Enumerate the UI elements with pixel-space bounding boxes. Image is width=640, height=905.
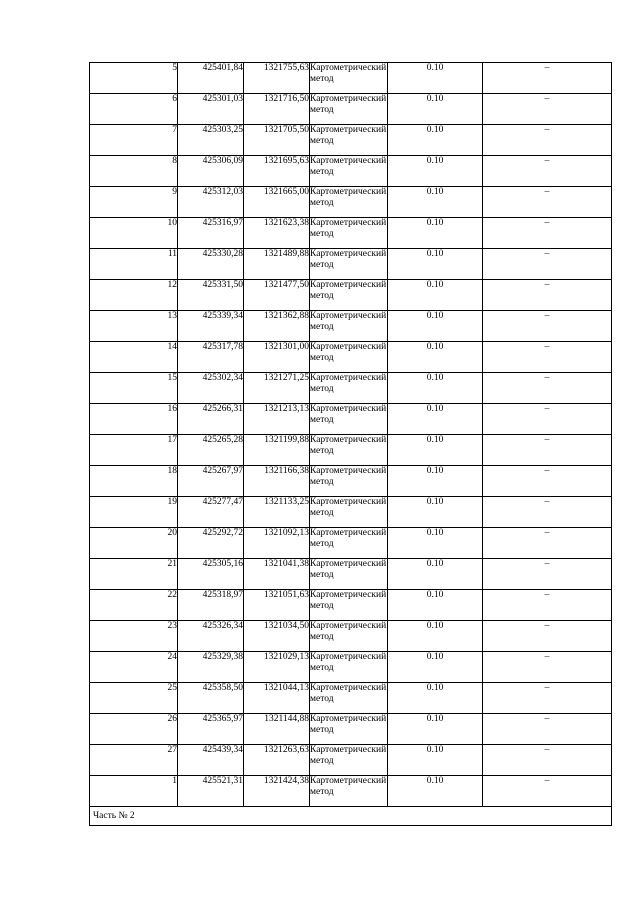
description-cell: – <box>483 342 612 373</box>
method-cell: Картометрический метод <box>310 125 388 156</box>
y-coordinate: 1321263,63 <box>244 745 310 776</box>
point-number: 12 <box>90 280 178 311</box>
description-cell: – <box>483 435 612 466</box>
table-row <box>90 373 612 404</box>
table-row <box>90 404 612 435</box>
method-cell: Картометрический метод <box>310 559 388 590</box>
section-label: Часть № 2 <box>90 807 612 826</box>
description-cell: – <box>483 125 612 156</box>
y-coordinate: 1321044,13 <box>244 683 310 714</box>
description-cell: – <box>483 621 612 652</box>
accuracy-cell: 0.10 <box>388 311 483 342</box>
description-cell: – <box>483 683 612 714</box>
accuracy-cell: 0.10 <box>388 156 483 187</box>
method-cell: Картометрический метод <box>310 404 388 435</box>
description-cell: – <box>483 63 612 94</box>
table-row <box>90 776 612 807</box>
x-coordinate: 425339,34 <box>178 311 244 342</box>
point-number: 19 <box>90 497 178 528</box>
accuracy-cell: 0.10 <box>388 745 483 776</box>
accuracy-cell: 0.10 <box>388 435 483 466</box>
y-coordinate: 1321705,50 <box>244 125 310 156</box>
x-coordinate: 425401,84 <box>178 63 244 94</box>
point-number: 14 <box>90 342 178 373</box>
accuracy-cell: 0.10 <box>388 342 483 373</box>
description-cell: – <box>483 404 612 435</box>
point-number: 20 <box>90 528 178 559</box>
point-number: 7 <box>90 125 178 156</box>
description-cell: – <box>483 218 612 249</box>
y-coordinate: 1321034,50 <box>244 621 310 652</box>
y-coordinate: 1321477,50 <box>244 280 310 311</box>
method-cell: Картометрический метод <box>310 652 388 683</box>
method-cell: Картометрический метод <box>310 156 388 187</box>
x-coordinate: 425306,09 <box>178 156 244 187</box>
accuracy-cell: 0.10 <box>388 652 483 683</box>
y-coordinate: 1321041,38 <box>244 559 310 590</box>
y-coordinate: 1321755,63 <box>244 63 310 94</box>
method-cell: Картометрический метод <box>310 342 388 373</box>
y-coordinate: 1321199,88 <box>244 435 310 466</box>
method-cell: Картометрический метод <box>310 249 388 280</box>
x-coordinate: 425292,72 <box>178 528 244 559</box>
coordinates-table-body <box>90 63 612 807</box>
accuracy-cell: 0.10 <box>388 125 483 156</box>
method-cell: Картометрический метод <box>310 94 388 125</box>
method-cell: Картометрический метод <box>310 373 388 404</box>
x-coordinate: 425365,97 <box>178 714 244 745</box>
method-cell: Картометрический метод <box>310 621 388 652</box>
method-cell: Картометрический метод <box>310 466 388 497</box>
y-coordinate: 1321716,50 <box>244 94 310 125</box>
accuracy-cell: 0.10 <box>388 621 483 652</box>
point-number: 10 <box>90 218 178 249</box>
method-cell: Картометрический метод <box>310 218 388 249</box>
table-row <box>90 466 612 497</box>
description-cell: – <box>483 187 612 218</box>
point-number: 16 <box>90 404 178 435</box>
x-coordinate: 425316,97 <box>178 218 244 249</box>
accuracy-cell: 0.10 <box>388 373 483 404</box>
y-coordinate: 1321301,00 <box>244 342 310 373</box>
y-coordinate: 1321133,25 <box>244 497 310 528</box>
method-cell: Картометрический метод <box>310 528 388 559</box>
accuracy-cell: 0.10 <box>388 466 483 497</box>
table-row <box>90 621 612 652</box>
description-cell: – <box>483 652 612 683</box>
point-number: 22 <box>90 590 178 621</box>
point-number: 13 <box>90 311 178 342</box>
y-coordinate: 1321166,38 <box>244 466 310 497</box>
method-cell: Картометрический метод <box>310 590 388 621</box>
y-coordinate: 1321029,13 <box>244 652 310 683</box>
y-coordinate: 1321489,88 <box>244 249 310 280</box>
accuracy-cell: 0.10 <box>388 187 483 218</box>
accuracy-cell: 0.10 <box>388 63 483 94</box>
y-coordinate: 1321695,63 <box>244 156 310 187</box>
table-row <box>90 280 612 311</box>
accuracy-cell: 0.10 <box>388 559 483 590</box>
table-row <box>90 590 612 621</box>
accuracy-cell: 0.10 <box>388 404 483 435</box>
section-footer-row <box>90 807 612 826</box>
y-coordinate: 1321051,63 <box>244 590 310 621</box>
x-coordinate: 425329,38 <box>178 652 244 683</box>
table-row <box>90 125 612 156</box>
x-coordinate: 425301,03 <box>178 94 244 125</box>
description-cell: – <box>483 776 612 807</box>
point-number: 9 <box>90 187 178 218</box>
point-number: 1 <box>90 776 178 807</box>
accuracy-cell: 0.10 <box>388 280 483 311</box>
point-number: 23 <box>90 621 178 652</box>
description-cell: – <box>483 249 612 280</box>
coordinates-table <box>89 62 612 826</box>
method-cell: Картометрический метод <box>310 776 388 807</box>
y-coordinate: 1321424,38 <box>244 776 310 807</box>
method-cell: Картометрический метод <box>310 683 388 714</box>
point-number: 5 <box>90 63 178 94</box>
description-cell: – <box>483 714 612 745</box>
method-cell: Картометрический метод <box>310 435 388 466</box>
point-number: 6 <box>90 94 178 125</box>
table-row <box>90 497 612 528</box>
description-cell: – <box>483 373 612 404</box>
x-coordinate: 425326,34 <box>178 621 244 652</box>
y-coordinate: 1321271,25 <box>244 373 310 404</box>
description-cell: – <box>483 311 612 342</box>
method-cell: Картометрический метод <box>310 311 388 342</box>
table-row <box>90 745 612 776</box>
table-row <box>90 683 612 714</box>
table-row <box>90 218 612 249</box>
description-cell: – <box>483 94 612 125</box>
point-number: 17 <box>90 435 178 466</box>
accuracy-cell: 0.10 <box>388 590 483 621</box>
table-row <box>90 156 612 187</box>
y-coordinate: 1321665,00 <box>244 187 310 218</box>
point-number: 18 <box>90 466 178 497</box>
point-number: 15 <box>90 373 178 404</box>
x-coordinate: 425439,34 <box>178 745 244 776</box>
y-coordinate: 1321362,88 <box>244 311 310 342</box>
point-number: 21 <box>90 559 178 590</box>
x-coordinate: 425358,50 <box>178 683 244 714</box>
x-coordinate: 425303,25 <box>178 125 244 156</box>
point-number: 25 <box>90 683 178 714</box>
table-row <box>90 311 612 342</box>
method-cell: Картометрический метод <box>310 497 388 528</box>
point-number: 24 <box>90 652 178 683</box>
table-row <box>90 63 612 94</box>
description-cell: – <box>483 280 612 311</box>
x-coordinate: 425267,97 <box>178 466 244 497</box>
description-cell: – <box>483 497 612 528</box>
point-number: 26 <box>90 714 178 745</box>
x-coordinate: 425265,28 <box>178 435 244 466</box>
x-coordinate: 425331,50 <box>178 280 244 311</box>
x-coordinate: 425305,16 <box>178 559 244 590</box>
table-row <box>90 652 612 683</box>
accuracy-cell: 0.10 <box>388 249 483 280</box>
description-cell: – <box>483 559 612 590</box>
y-coordinate: 1321213,13 <box>244 404 310 435</box>
method-cell: Картометрический метод <box>310 63 388 94</box>
description-cell: – <box>483 590 612 621</box>
table-row <box>90 559 612 590</box>
accuracy-cell: 0.10 <box>388 94 483 125</box>
point-number: 8 <box>90 156 178 187</box>
accuracy-cell: 0.10 <box>388 528 483 559</box>
x-coordinate: 425302,34 <box>178 373 244 404</box>
x-coordinate: 425266,31 <box>178 404 244 435</box>
table-row <box>90 528 612 559</box>
y-coordinate: 1321144,88 <box>244 714 310 745</box>
x-coordinate: 425318,97 <box>178 590 244 621</box>
method-cell: Картометрический метод <box>310 745 388 776</box>
accuracy-cell: 0.10 <box>388 683 483 714</box>
x-coordinate: 425277,47 <box>178 497 244 528</box>
accuracy-cell: 0.10 <box>388 776 483 807</box>
accuracy-cell: 0.10 <box>388 714 483 745</box>
description-cell: – <box>483 466 612 497</box>
description-cell: – <box>483 745 612 776</box>
table-row <box>90 714 612 745</box>
x-coordinate: 425317,78 <box>178 342 244 373</box>
y-coordinate: 1321092,13 <box>244 528 310 559</box>
table-row <box>90 187 612 218</box>
x-coordinate: 425312,03 <box>178 187 244 218</box>
table-row <box>90 435 612 466</box>
point-number: 11 <box>90 249 178 280</box>
table-row <box>90 94 612 125</box>
accuracy-cell: 0.10 <box>388 218 483 249</box>
table-row <box>90 249 612 280</box>
description-cell: – <box>483 528 612 559</box>
accuracy-cell: 0.10 <box>388 497 483 528</box>
point-number: 27 <box>90 745 178 776</box>
method-cell: Картометрический метод <box>310 280 388 311</box>
y-coordinate: 1321623,38 <box>244 218 310 249</box>
x-coordinate: 425521,31 <box>178 776 244 807</box>
x-coordinate: 425330,28 <box>178 249 244 280</box>
method-cell: Картометрический метод <box>310 714 388 745</box>
description-cell: – <box>483 156 612 187</box>
method-cell: Картометрический метод <box>310 187 388 218</box>
table-row <box>90 342 612 373</box>
